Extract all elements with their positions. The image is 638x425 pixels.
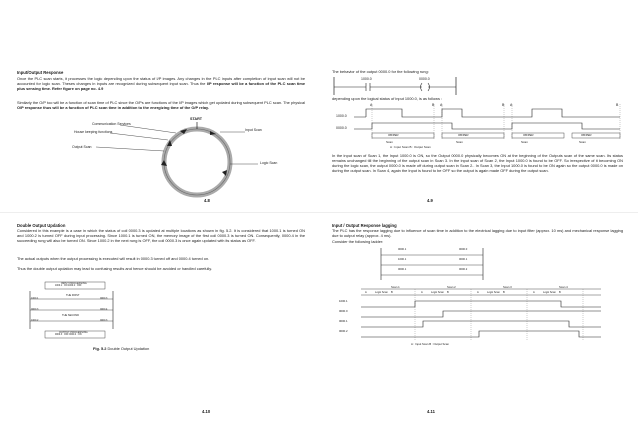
scan-4-label: Scan 4 [559,285,568,289]
page-4-8 [0,0,319,212]
coil-0000-3-second: 0000.3 [100,319,108,322]
leader-housekeeping [110,133,168,140]
paragraph-output-response: Similarly the O/P too will be a function of scan time of PLC since the O/Ps are functions of the I/P images which get updated during subsequent PLC scan. The physical O/P response thus will be a function of PLC scan time in addition to the energizing time of the O/P relay. [17,100,305,110]
segment-label: OB/PER [388,133,399,137]
segment-a: A [477,291,479,294]
page-4-9 [319,0,638,212]
leader-communication [120,125,176,133]
label-output-scan: Output Scan [72,145,92,149]
scan-1-label: Scan 1 [391,285,400,289]
label-start: START [190,117,203,121]
section-heading: Input/Output Response [17,70,64,75]
label-input-scan: Input Scan [245,128,262,132]
contact-label: 1000.0 [361,77,372,81]
second-label: THE SECOND [62,314,80,317]
ladder-diagram-4-11 [379,247,489,281]
input-1000-0-waveform [366,109,620,117]
timing-diagram-4-11 [339,285,609,347]
scan-label: Scan [579,140,586,144]
scan-label: Scan [386,140,393,144]
scan-2-label: Scan 2 [447,285,456,289]
scan-label: Scan [456,140,463,144]
first-label: THE FIRST [66,294,80,297]
intro-text: The behavior of the output 0000.0 for the following rung: [332,69,429,74]
segment-b: B [559,291,561,294]
marker-b: B [432,103,435,107]
scan-segment [442,133,504,138]
contact-0000-3: 0000.3 [31,308,39,311]
paragraph-actual-outputs: The actual outputs when the output processing is executed will result in 0000.3 turned off and 0000.4 turned on. [17,256,210,261]
page-number: 4.11 [427,409,435,414]
paragraph-double-output: Considered in this example is a case in which the status of coil 0000.3 is updated at multiple locations as shown in fig. 5.2. It is considered that 1000.1 is turned ON and 1000.2 is turned OFF during input processing. Since 1000.1 is turned ON, the memory image of the first coil 0000.3 is turned ON. Consequently, 0000.4 in the succeeding rung will also be turned ON. Since 1000.2 in the next rung is OFF, the coil 0000.3 is once again updated with its status as OFF. [17,228,305,243]
segment-label: OB/PER [523,133,534,137]
row-label-0000-0: 0000.0 [339,309,348,313]
contact-1000-1: 1000.1 [398,258,407,261]
output-processing-values: 0000.3 : OFF 0000.4 : ON [55,334,82,336]
row-label-input: 1000.0 [336,114,347,118]
segment-b: B [391,291,393,294]
contact-1000-1: 1000.1 [31,297,39,300]
timing-legend: A : Input Scan B : Output Scan [390,145,431,149]
scan-segment [512,133,564,138]
label-communication: Communication Services [92,122,131,126]
input-processing-values: 1000.1 : ON 1000.2 : OFF [55,285,82,287]
page-4-10 [0,213,319,425]
section-heading: Double Output Updation [17,223,66,228]
scan-3-label: Scan 3 [503,285,512,289]
marker-a: A [510,103,513,107]
marker-a: A [440,103,443,107]
segment-logic: Logic Scan [487,291,500,294]
segment-logic: Logic Scan [431,291,444,294]
segment-logic: Logic Scan [543,291,556,294]
coil-0000-0: 0000.0 [459,248,468,251]
waveform-0000-0 [361,311,601,317]
segment-b: B [503,291,505,294]
page-number: 4.8 [204,198,210,203]
contact-1000-2: 1000.2 [31,319,39,322]
leader-output-scan [96,147,164,151]
coil-0000-2: 0000.2 [459,268,468,271]
coil-label: 0000.0 [419,77,430,81]
paragraph-input-response: Once the PLC scan starts, it processes the logic depending upon the status of I/P images. Any changes in the PLC inputs after completion of input scan will not be accounted for logic scan. Theses changes in inputs are recognized during subsequent input scan. Thus the I/P response will be a function of the PLC scan time plus sensing time. Refer figure on page no. 4.9 [17,76,305,91]
paragraph-consider: Consider the following ladder: [332,239,384,244]
scan-segment [572,133,620,138]
output-0000-0-waveform [354,123,620,129]
page-4-11 [319,213,638,425]
input-processing-title: INPUT PROCESSING [61,282,87,285]
segment-label: OB/PER [581,133,592,137]
scan-explanation: In the input scan of Scan 1, the Input 1000.0 is ON, so the Output 0000.0 physically becomes ON at the beginning of the Outputs scan of the same scan. Its status remains unchanged till the beginning of the output scan in Scan 3. In the input scan of Scan 2, the Input 1000.0 is found to be OFF. So irrespective of it becoming ON during the logic scan, the output 0000.0 is made off during output scan in Scan 2.. In Scan 3, the Input 1000.0 is found to be ON again so the output 0000.0 is made on during the output scan. In Scan 4, again the Input is found to be OFF so the output is again made OFF during the output scan. [332,153,623,173]
figure-caption: Fig. 5.2 Double Output Updation [93,346,150,351]
coil-0000-4: 0000.4 [100,308,108,311]
scan-ring [164,129,230,195]
waveform-1000-1 [361,301,601,307]
timing-legend: A : Input Scan B : Output Scan [411,342,449,346]
row-label-0000-2: 0000.2 [339,329,348,333]
label-housekeeping: House keeping functions [74,130,113,134]
section-heading: Input / Output Response lagging [332,223,397,228]
page-number: 4.10 [202,409,211,414]
segment-a: A [365,291,367,294]
scan-segment [372,133,434,138]
output-processing-title: OUTPUT PROCESSING [59,331,88,334]
marker-b: B [616,103,619,107]
coil-0000-3: 0000.3 [100,297,108,300]
depending-text: depending upon the logical status of input 1000.0, is as follows : [332,96,443,101]
page-number: 4.9 [427,198,433,203]
contact-0000-1-b: 0000.1 [398,268,407,271]
row-label-1000-1: 1000.1 [339,299,348,303]
scan-label: Scan [521,140,528,144]
coil-0000-1: 0000.1 [459,258,468,261]
contact-0000-1: 0000.1 [398,248,407,251]
label-logic-scan: Logic Scan [260,161,278,165]
row-label-output: 0000.0 [336,126,347,130]
segment-label: OB/PER [458,133,469,137]
marker-a: A [370,103,373,107]
marker-b: B [502,103,505,107]
paragraph-conclusion: Thus the double output updation may lead to confusing results and hence should be avoided or handled carefully. [17,266,213,271]
waveform-0000-2 [361,331,601,337]
row-label-0000-1: 0000.1 [339,319,348,323]
paragraph-lagging: The PLC has the response lagging due to influence of scan time in addition to the electrical lagging due to input filter (approx. 10 ms) and mechanical response lagging due to output relay (approx. 4 ms). [332,228,623,238]
waveform-0000-1 [361,321,601,327]
segment-b: B [447,291,449,294]
segment-a: A [421,291,423,294]
segment-a: A [533,291,535,294]
simple-rung [332,76,462,96]
segment-logic: Logic Scan [375,291,388,294]
